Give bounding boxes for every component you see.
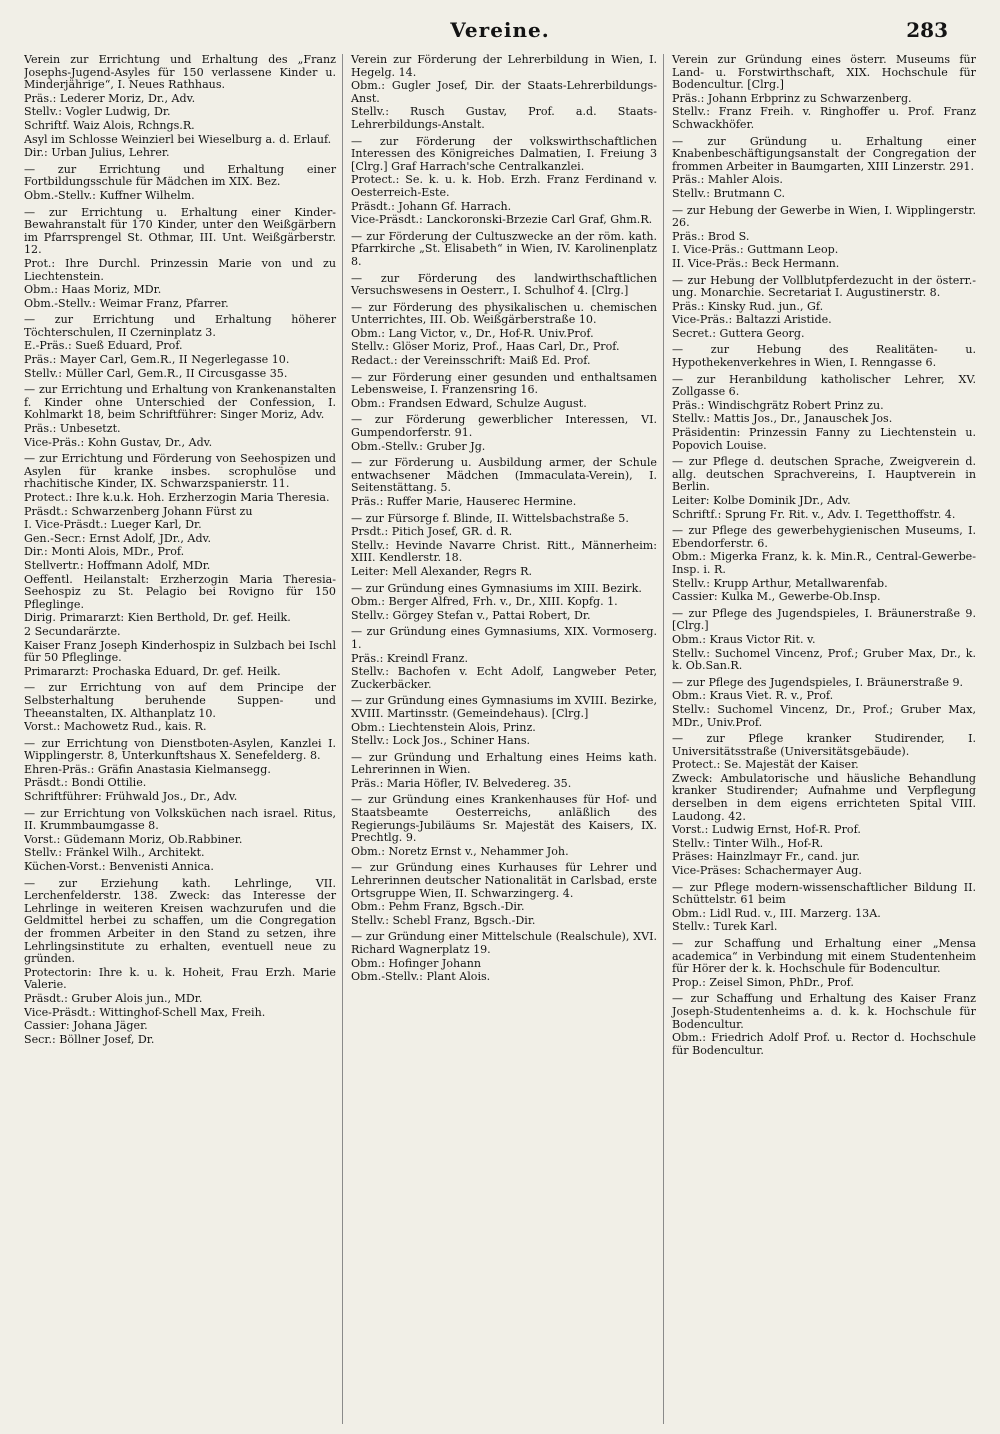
directory-entry: E.-Präs.: Sueß Eduard, Prof. [24, 339, 183, 353]
directory-entry: — zur Förderung des physikalischen u. chemischen Unterrichtes, III. Ob. Weißgärberstraße 10. [351, 300, 657, 327]
directory-entry: — zur Gründung einer Mittelschule (Realschule), XVI. Richard Wagnerplatz 19. [351, 930, 657, 956]
directory-entry: — zur Errichtung u. Erhaltung einer Kinder-Bewahranstalt für 170 Kinder, unter den Weißgärbern im Pfarrsprengel St. Othmar, III. Unt. Weißgärberstr. 12. [24, 205, 336, 257]
directory-entry: — zur Pflege kranker Studirender, I. Universitätsstraße (Universitätsgebäude). [672, 732, 976, 758]
directory-entry: — zur Errichtung und Erhaltung höherer Töchterschulen, II Czerninplatz 3. [24, 313, 336, 339]
directory-entry: — zur Errichtung von Volksküchen nach israel. Ritus, II. Krummbaumgasse 8. [24, 806, 336, 833]
directory-entry: Obm.: Migerka Franz, k. k. Min.R., Central-Gewerbe-Insp. i. R. [672, 550, 976, 576]
directory-entry: Präsidentin: Prinzessin Fanny zu Liechtenstein u. Popovich Louise. [672, 426, 976, 452]
directory-entry: — zur Errichtung und Erhaltung von Krankenanstalten f. Kinder ohne Unterschied der Confession, I. Kohlmarkt 18, beim Schriftführer: Singer Moriz, Adv. [24, 383, 336, 422]
directory-entry: Verein zur Errichtung und Erhaltung des „Franz Josephs-Jugend-Asyles für 150 verlassene Kinder u. Minderjährige“, I. Neues Rathhaus. [24, 54, 336, 92]
directory-entry: Protect.: Se. k. u. k. Hob. Erzh. Franz Ferdinand v. Oesterreich-Este. [351, 173, 657, 199]
directory-entry: — zur Gründung u. Erhaltung einer Knabenbeschäftigungsanstalt der Congregation der frommen Arbeiter in Baumgarten, XIII Linzerstr. 291. [672, 134, 976, 173]
directory-entry: — zur Förderung der Cultuszwecke an der röm. kath. Pfarrkirche „St. Elisabeth“ in Wien, IV. Karolinenplatz 8. [351, 229, 657, 268]
directory-entry: Protect.: Se. Majestät der Kaiser. [672, 758, 859, 772]
directory-entry: — zur Gründung eines Gymnasiums im XVIII. Bezirke, XVIII. Martinsstr. (Gemeindehaus). [Clrg.] [351, 694, 657, 720]
directory-entry: Obm.: Liechtenstein Alois, Prinz. [351, 720, 536, 734]
directory-entry: Präs.: Kreindl Franz. [351, 651, 469, 665]
directory-entry: Stellv.: Brutmann C. [672, 186, 786, 200]
directory-entry: Präs.: Mahler Alois. [672, 173, 783, 187]
directory-entry: Stellv.: Suchomel Vincenz, Prof.; Gruber Max, Dr., k. k. Ob.San.R. [672, 646, 976, 673]
directory-entry: Prot.: Ihre Durchl. Prinzessin Marie von und zu Liechtenstein. [24, 256, 336, 283]
directory-entry: Vorst.: Machowetz Rud., kais. R. [24, 720, 207, 734]
directory-entry: I. Vice-Präs.: Guttmann Leop. [672, 243, 839, 257]
directory-entry: Stellv.: Turek Karl. [672, 920, 778, 934]
directory-entry: — zur Fürsorge f. Blinde, II. Wittelsbachstraße 5. [351, 511, 629, 525]
directory-entry: Schriftf.: Sprung Fr. Rit. v., Adv. I. Tegetthoffstr. 4. [672, 507, 956, 521]
directory-entry: Obm.: Hofinger Johann [351, 956, 482, 970]
directory-entry: — zur Förderung gewerblicher Interessen, VI. Gumpendorferstr. 91. [351, 413, 657, 440]
directory-entry: — zur Pflege des gewerbehygienischen Museums, I. Ebendorferstr. 6. [672, 524, 976, 550]
directory-entry: Obm.: Kraus Viet. R. v., Prof. [672, 689, 834, 703]
directory-entry: Redact.: der Vereinsschrift: Maiß Ed. Prof. [351, 354, 591, 368]
directory-entry: Vice-Präs.: Kohn Gustav, Dr., Adv. [24, 435, 213, 449]
directory-entry: Secr.: Böllner Josef, Dr. [24, 1032, 155, 1046]
directory-entry: Präsdt.: Schwarzenberg Johann Fürst zu [24, 504, 253, 518]
directory-entry: Verein zur Gründung eines österr. Museums für Land- u. Forstwirthschaft, XIX. Hochschule für Bodencultur. [Clrg.] [672, 54, 976, 92]
directory-entry: — zur Pflege d. deutschen Sprache, Zweigverein d. allg. deutschen Sprachvereins, I. Hauptverein in Berlin. [672, 455, 976, 494]
directory-entry: Stellv.: Rusch Gustav, Prof. a.d. Staats-Lehrerbildungs-Anstalt. [351, 105, 657, 131]
directory-entry: — zur Pflege modern-wissenschaftlicher Bildung II. Schüttelstr. 61 beim [672, 880, 976, 907]
directory-entry: Stellv.: Schebl Franz, Bgsch.-Dir. [351, 913, 536, 927]
directory-entry: — zur Errichtung und Erhaltung einer Fortbildungsschule für Mädchen im XIX. Bez. [24, 162, 336, 189]
page-header [0, 18, 1000, 48]
directory-entry: Stellv.: Tinter Wilh., Hof-R. [672, 836, 824, 850]
page-number: 283 [906, 18, 948, 42]
directory-entry: Präsdt.: Bondi Ottilie. [24, 776, 147, 790]
directory-entry: Stellv.: Görgey Stefan v., Pattai Robert, Dr. [351, 608, 591, 622]
directory-entry: I. Vice-Präsdt.: Lueger Karl, Dr. [24, 518, 202, 532]
directory-entry: Obm.-Stellv.: Kuffner Wilhelm. [24, 188, 195, 202]
directory-entry: Vice-Präs.: Baltazzi Aristide. [672, 313, 832, 327]
directory-entry: Protectorin: Ihre k. u. k. Hoheit, Frau Erzh. Marie Valerie. [24, 965, 336, 992]
column-2 [342, 54, 663, 1424]
directory-entry: Obm.: Haas Moriz, MDr. [24, 283, 162, 297]
directory-entry: Leiter: Mell Alexander, Regrs R. [351, 564, 532, 578]
directory-entry: Dir.: Monti Alois, MDr., Prof. [24, 545, 185, 559]
directory-entry: Vice-Präsdt.: Lanckoronski-Brzezie Carl Graf, Ghm.R. [351, 213, 653, 227]
directory-entry: Gen.-Secr.: Ernst Adolf, JDr., Adv. [24, 531, 212, 545]
directory-entry: Dirig. Primararzt: Kien Berthold, Dr. gef. Heilk. [24, 611, 291, 625]
directory-entry: Präs.: Maria Höfler, IV. Belvedereg. 35. [351, 776, 572, 790]
directory-entry: — zur Errichtung von auf dem Principe der Selbsterhaltung beruhende Suppen- und Theeanstalten, IX. Althanplatz 10. [24, 681, 336, 720]
directory-entry: Stellv.: Vogler Ludwig, Dr. [24, 105, 171, 119]
directory-entry: Secret.: Guttera Georg. [672, 326, 805, 340]
directory-entry: — zur Hebung des Realitäten- u. Hypothekenverkehres in Wien, I. Renngasse 6. [672, 343, 976, 370]
directory-entry: II. Vice-Präs.: Beck Hermann. [672, 256, 840, 270]
directory-entry: Präs.: Brod S. [672, 229, 750, 243]
directory-entry: Obm.-Stellv.: Weimar Franz, Pfarrer. [24, 296, 229, 310]
directory-entry: — zur Pflege des Jugendspieles, I. Bräunerstraße 9. [Clrg.] [672, 606, 976, 633]
directory-entry: Obm.: Kraus Victor Rit. v. [672, 632, 816, 646]
directory-entry: — zur Förderung des landwirthschaftlichen Versuchswesens in Oesterr., I. Schulhof 4. [Clrg.] [351, 271, 657, 298]
directory-entry: Stellv.: Mattis Jos., Dr., Janauschek Jos. [672, 412, 893, 426]
directory-entry: — zur Schaffung und Erhaltung des Kaiser Franz Joseph-Studentenheims a. d. k. k. Hochschule für Bodencultur. [672, 992, 976, 1031]
directory-entry: — zur Hebung der Gewerbe in Wien, I. Wipplingerstr. 26. [672, 203, 976, 230]
directory-entry: Oeffentl. Heilanstalt: Erzherzogin Maria Theresia-Seehospiz zu St. Pelagio bei Rovigno für 150 Pfleglinge. [24, 572, 336, 611]
directory-entry: — zur Hebung der Vollblutpferdezucht in der österr.-ung. Monarchie. Secretariat I. Augustinerstr. 8. [672, 273, 976, 300]
directory-entry: Leiter: Kolbe Dominik JDr., Adv. [672, 494, 851, 507]
directory-entry: Obm.: Frandsen Edward, Schulze August. [351, 396, 587, 410]
directory-entry: Stellv.: Franz Freih. v. Ringhoffer u. Prof. Franz Schwackhöfer. [672, 105, 976, 131]
directory-entry: Obm.: Lang Victor, v., Dr., Hof-R. Univ.Prof. [351, 326, 594, 340]
directory-entry: Präs.: Windischgrätz Robert Prinz zu. [672, 398, 884, 412]
directory-entry: Vice-Präsdt.: Wittinghof-Schell Max, Freih. [24, 1005, 266, 1019]
directory-entry: Stellv.: Glöser Moriz, Prof., Haas Carl, Dr., Prof. [351, 340, 620, 354]
directory-entry: — zur Pflege des Jugendspieles, I. Bräunerstraße 9. [672, 675, 964, 689]
directory-entry: — zur Erziehung kath. Lehrlinge, VII. Lerchenfelderstr. 138. Zweck: das Interesse der Lehrlinge in weiteren Kreisen wachzurufen und die Geldmittel herbei zu schaffen, um die Congregation der frommen Arbeiter in den Stand zu setzen, ihre Lehrlingsinstitute zu erhalten, eventuell neue zu gründen. [24, 876, 336, 966]
directory-entry: — zur Gründung eines Gymnasiums, XIX. Vormoserg. 1. [351, 625, 657, 651]
directory-entry: — zur Gründung eines Krankenhauses für Hof- und Staatsbeamte Oesterreichs, anläßlich des Regierungs-Jubiläums Sr. Majestät des Kaisers, IX. Prechtlg. 9. [351, 793, 657, 845]
column-1 [24, 54, 342, 1424]
directory-entry: Protect.: Ihre k.u.k. Hoh. Erzherzogin Maria Theresia. [24, 491, 330, 504]
directory-entry: Präs.: Mayer Carl, Gem.R., II Negerlegasse 10. [24, 353, 290, 367]
page-title: Vereine. [450, 18, 550, 42]
directory-entry: Präs.: Lederer Moriz, Dr., Adv. [24, 91, 196, 105]
directory-entry: — zur Schaffung und Erhaltung einer „Mensa academica“ in Verbindung mit einem Studentenheim für Hörer der k. k. Hochschule für Bodencultur. [672, 937, 976, 976]
directory-entry: Kaiser Franz Joseph Kinderhospiz in Sulzbach bei Ischl für 50 Pfleglinge. [24, 638, 336, 665]
directory-entry: Stellv.: Suchomel Vincenz, Dr., Prof.; Gruber Max, MDr., Univ.Prof. [672, 702, 976, 729]
directory-entry: Präs.: Kinsky Rud. jun., Gf. [672, 299, 824, 313]
directory-entry: Präsdt.: Gruber Alois jun., MDr. [24, 991, 203, 1005]
directory-entry: Präs.: Johann Erbprinz zu Schwarzenberg. [672, 91, 912, 105]
directory-entry: Stellv.: Bachofen v. Echt Adolf, Langweber Peter, Zuckerbäcker. [351, 665, 657, 691]
directory-entry: Küchen-Vorst.: Benvenisti Annica. [24, 860, 214, 874]
directory-entry: Obm.: Lidl Rud. v., III. Marzerg. 13A. [672, 906, 881, 920]
directory-entry: — zur Errichtung von Dienstboten-Asylen, Kanzlei I. Wipplingerstr. 8, Unterkunftshaus X. Senefelderg. 8. [24, 736, 336, 763]
directory-entry: Obm.: Friedrich Adolf Prof. u. Rector d. Hochschule für Bodencultur. [672, 1031, 976, 1057]
directory-entry: Vorst.: Ludwig Ernst, Hof-R. Prof. [672, 823, 861, 837]
column-3 [663, 54, 976, 1424]
directory-entry: — zur Förderung einer gesunden und enthaltsamen Lebensweise, I. Franzensring 16. [351, 370, 657, 397]
directory-entry: Stellv.: Müller Carl, Gem.R., II Circusgasse 35. [24, 366, 288, 380]
directory-entry: Obm.: Noretz Ernst v., Nehammer Joh. [351, 844, 569, 858]
directory-entry: Obm.: Gugler Josef, Dir. der Staats-Lehrerbildungs-Anst. [351, 79, 657, 105]
directory-entry: — zur Gründung und Erhaltung eines Heims kath. Lehrerinnen in Wien. [351, 750, 657, 777]
directory-entry: Präsdt.: Johann Gf. Harrach. [351, 199, 512, 213]
directory-entry: Stellv.: Hevinde Navarre Christ. Ritt., Männerheim: XIII. Kendlerstr. 18. [351, 538, 657, 565]
directory-entry: Ehren-Präs.: Gräfin Anastasia Kielmansegg. [24, 762, 271, 776]
directory-entry: Primararzt: Prochaska Eduard, Dr. gef. Heilk. [24, 664, 281, 678]
directory-entry: Präses: Hainzlmayr Fr., cand. jur. [672, 850, 860, 864]
directory-entry: Stellvertr.: Hoffmann Adolf, MDr. [24, 558, 211, 572]
directory-entry: Vorst.: Güdemann Moriz, Ob.Rabbiner. [24, 832, 243, 846]
directory-entry: — zur Förderung der volkswirthschaftlichen Interessen des Königreiches Dalmatien, I. Freiung 3 [Clrg.] Graf Harrach'sche Centralkanzlei. [351, 134, 657, 173]
directory-entry: — zur Gründung eines Kurhauses für Lehrer und Lehrerinnen deutscher Nationalität in Carlsbad, erste Ortsgruppe Wien, II. Schwarzingerg. 4. [351, 861, 657, 900]
directory-entry: Obm.: Berger Alfred, Frh. v., Dr., XIII. Kopfg. 1. [351, 595, 618, 609]
directory-entry: Cassier: Johana Jäger. [24, 1019, 148, 1033]
directory-entry: Schriftf. Waiz Alois, Rchngs.R. [24, 118, 195, 132]
directory-entry: — zur Heranbildung katholischer Lehrer, XV. Zollgasse 6. [672, 372, 976, 399]
directory-entry: Prop.: Zeisel Simon, PhDr., Prof. [672, 975, 854, 989]
directory-entry: Asyl im Schlosse Weinzierl bei Wieselburg a. d. Erlauf. [24, 132, 332, 146]
directory-entry: Stellv.: Krupp Arthur, Metallwarenfab. [672, 576, 888, 590]
directory-entry: Schriftführer: Frühwald Jos., Dr., Adv. [24, 790, 238, 804]
directory-entry: Stellv.: Lock Jos., Schiner Hans. [351, 734, 531, 748]
directory-entry: Prsdt.: Pitich Josef, GR. d. R. [351, 525, 513, 539]
directory-entry: Vice-Präses: Schachermayer Aug. [672, 864, 862, 878]
directory-entry: 2 Secundarärzte. [24, 624, 121, 638]
directory-entry: Präs.: Ruffer Marie, Hauserec Hermine. [351, 495, 577, 508]
directory-entry: Zweck: Ambulatorische und häusliche Behandlung kranker Studirender; Aufnahme und Verpflegung derselben in dem eigens errichteten Spital VIII. Laudong. 42. [672, 771, 976, 823]
directory-entry: Verein zur Förderung der Lehrerbildung in Wien, I. Hegelg. 14. [351, 54, 657, 79]
directory-entry: Obm.: Pehm Franz, Bgsch.-Dir. [351, 900, 525, 914]
directory-entry: — zur Errichtung und Förderung von Seehospizen und Asylen für kranke insbes. scrophulöse und rhachitische Kinder, IX. Schwarzspanierstr. 11. [24, 452, 336, 491]
directory-entry: Dir.: Urban Julius, Lehrer. [24, 146, 170, 160]
directory-entry: — zur Gründung eines Gymnasiums im XIII. Bezirk. [351, 581, 642, 595]
directory-entry: Obm.-Stellv.: Plant Alois. [351, 970, 491, 984]
directory-entry: Präs.: Unbesetzt. [24, 422, 121, 436]
directory-entry: Stellv.: Fränkel Wilh., Architekt. [24, 846, 205, 860]
directory-entry: — zur Förderung u. Ausbildung armer, der Schule entwachsener Mädchen (Immaculata-Verein), I. Seitenstättang. 5. [351, 456, 657, 495]
directory-entry: Cassier: Kulka M., Gewerbe-Ob.Insp. [672, 590, 881, 604]
directory-entry: Obm.-Stellv.: Gruber Jg. [351, 439, 486, 453]
columns [24, 54, 976, 1424]
